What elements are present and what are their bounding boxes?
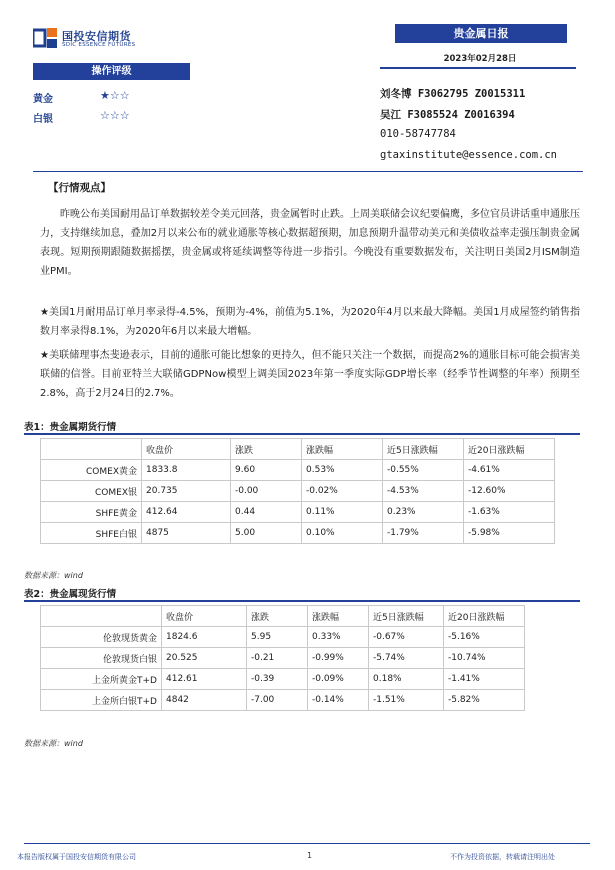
table-cell: 412.64 <box>142 502 231 523</box>
table-header-cell: 近20日涨跌幅 <box>444 606 525 627</box>
table2-rule <box>24 600 580 602</box>
table-cell: COMEX黄金 <box>41 460 142 481</box>
footer-disclaimer: 不作为投资依据，转载请注明出处 <box>450 853 555 861</box>
table-row <box>41 502 555 523</box>
table-header-cell: 近20日涨跌幅 <box>464 439 555 460</box>
contact-analyst-1: 刘冬博 F3062795 Z0015311 <box>380 88 526 100</box>
table-header-cell: 涨跌 <box>231 439 302 460</box>
table-cell: -5.16% <box>444 627 525 648</box>
table-cell: -0.14% <box>308 690 369 711</box>
table-header-cell: 近5日涨跌幅 <box>369 606 444 627</box>
table-cell: -5.74% <box>369 648 444 669</box>
table-header-cell: 涨跌幅 <box>302 439 383 460</box>
table-cell: 0.44 <box>231 502 302 523</box>
table-header-cell: 收盘价 <box>142 439 231 460</box>
table-cell: -0.00 <box>231 481 302 502</box>
table-cell: -5.98% <box>464 523 555 544</box>
table-header-cell <box>41 439 142 460</box>
table-cell: 0.11% <box>302 502 383 523</box>
news-item-durable-goods: ★美国1月耐用品订单月率录得-4.5%，预期为-4%，前值为5.1%，为2020年4月以来最大降幅。美国1月成屋签约销售指数月率录得8.1%，为2020年6月以来最大增幅。 <box>40 307 580 337</box>
table-row <box>41 648 525 669</box>
table-row <box>41 669 525 690</box>
table-cell: -7.00 <box>247 690 308 711</box>
table-row <box>41 481 555 502</box>
footer-copyright: 本报告版权属于国投安信期货有限公司 <box>17 853 136 861</box>
table-cell: 0.33% <box>308 627 369 648</box>
table-row <box>41 460 555 481</box>
rating-label-silver: 白银 <box>33 114 53 125</box>
table-cell: SHFE白银 <box>41 523 142 544</box>
table-cell: -5.82% <box>444 690 525 711</box>
table-cell: 5.95 <box>247 627 308 648</box>
table-row <box>41 627 525 648</box>
table-row <box>41 690 525 711</box>
table-header-cell: 收盘价 <box>162 606 247 627</box>
table-cell: 0.23% <box>383 502 464 523</box>
report-title: 贵金属日报 <box>395 24 567 43</box>
header-divider <box>380 67 576 69</box>
table-cell: 1824.6 <box>162 627 247 648</box>
table-cell: 4875 <box>142 523 231 544</box>
table-header-row <box>41 606 525 627</box>
logo-en-text: SDIC ESSENCE FUTURES <box>62 42 136 48</box>
table-cell: -0.21 <box>247 648 308 669</box>
table-cell: 5.00 <box>231 523 302 544</box>
table-cell: 0.53% <box>302 460 383 481</box>
table-cell: 上金所黄金T+D <box>41 669 162 690</box>
page-number: 1 <box>307 851 313 860</box>
table-cell: -1.79% <box>383 523 464 544</box>
contact-phone: 010-58747784 <box>380 128 456 140</box>
table1-title: 表1：贵金属期货行情 <box>24 422 117 433</box>
spot-table <box>40 605 525 711</box>
table-header-cell <box>41 606 162 627</box>
table-cell: 20.525 <box>162 648 247 669</box>
table-header-cell: 涨跌幅 <box>308 606 369 627</box>
table-cell: -4.53% <box>383 481 464 502</box>
table-cell: -0.55% <box>383 460 464 481</box>
table-header-cell: 近5日涨跌幅 <box>383 439 464 460</box>
table-row <box>41 523 555 544</box>
table-cell: 0.18% <box>369 669 444 690</box>
table2-title: 表2：贵金属现货行情 <box>24 589 117 600</box>
news-item-fed-jefferson: ★美联储理事杰斐逊表示，目前的通胀可能比想象的更持久，但不能只关注一个数据，而提高2%的通胀目标可能会损害美联储的信誉。目前亚特兰大联储GDPNow模型上调美国2023年第一季度实际GDP增长率（经季节性调整的年率）预期至2.8%，高于2月24日的2.7%。 <box>40 350 580 399</box>
table-cell: 上金所白银T+D <box>41 690 162 711</box>
table-cell: COMEX银 <box>41 481 142 502</box>
contact-analyst-2: 吴江 F3085524 Z0016394 <box>380 109 515 121</box>
market-view-paragraph: 昨晚公布美国耐用品订单数据较差令美元回落，贵金属暂时止跌。上周美联储会议纪要偏鹰，多位官员讲话重申通胀压力，支持继续加息，叠加2月以来公布的就业通胀等核心数据超预期，加息预期升温带动美元和美债收益率走强压制贵金属表现。短期预期跟随数据摇摆，贵金属或将延续调整等待进一步指引。今晚没有重要数据发布，关注明日美国2月ISM制造业PMI。 <box>40 209 580 277</box>
table-cell: -0.39 <box>247 669 308 690</box>
footer-divider <box>24 843 590 844</box>
table-cell: SHFE黄金 <box>41 502 142 523</box>
table-cell: -0.09% <box>308 669 369 690</box>
table-cell: -1.41% <box>444 669 525 690</box>
rating-label-gold: 黄金 <box>33 94 53 105</box>
table-cell: -0.67% <box>369 627 444 648</box>
table-cell: -12.60% <box>464 481 555 502</box>
market-view-heading: 【行情观点】 <box>48 182 111 194</box>
section-divider <box>33 171 583 172</box>
table-cell: 1833.8 <box>142 460 231 481</box>
table-cell: -10.74% <box>444 648 525 669</box>
table-cell: 伦敦现货黄金 <box>41 627 162 648</box>
table-cell: 0.10% <box>302 523 383 544</box>
table-cell: 20.735 <box>142 481 231 502</box>
rating-stars-silver: ☆☆☆ <box>100 109 130 122</box>
rating-stars-gold: ★☆☆ <box>100 89 130 102</box>
futures-table <box>40 438 555 544</box>
table-cell: -0.99% <box>308 648 369 669</box>
table-header-cell: 涨跌 <box>247 606 308 627</box>
table-cell: -4.61% <box>464 460 555 481</box>
report-date: 2023年02月28日 <box>443 54 517 64</box>
table1-rule <box>24 433 580 435</box>
table-cell: -1.51% <box>369 690 444 711</box>
rating-title: 操作评级 <box>33 63 190 80</box>
table-cell: -0.02% <box>302 481 383 502</box>
contact-email[interactable]: gtaxinstitute@essence.com.cn <box>380 149 558 161</box>
table-cell: 伦敦现货白银 <box>41 648 162 669</box>
table-cell: 9.60 <box>231 460 302 481</box>
table-cell: 412.61 <box>162 669 247 690</box>
table1-source: 数据来源：wind <box>24 571 83 580</box>
table2-source: 数据来源：wind <box>24 739 83 748</box>
company-logo-icon <box>33 28 59 48</box>
table-cell: 4842 <box>162 690 247 711</box>
table-header-row <box>41 439 555 460</box>
table-cell: -1.63% <box>464 502 555 523</box>
logo-cn-text: 国投安信期货 <box>62 30 131 43</box>
